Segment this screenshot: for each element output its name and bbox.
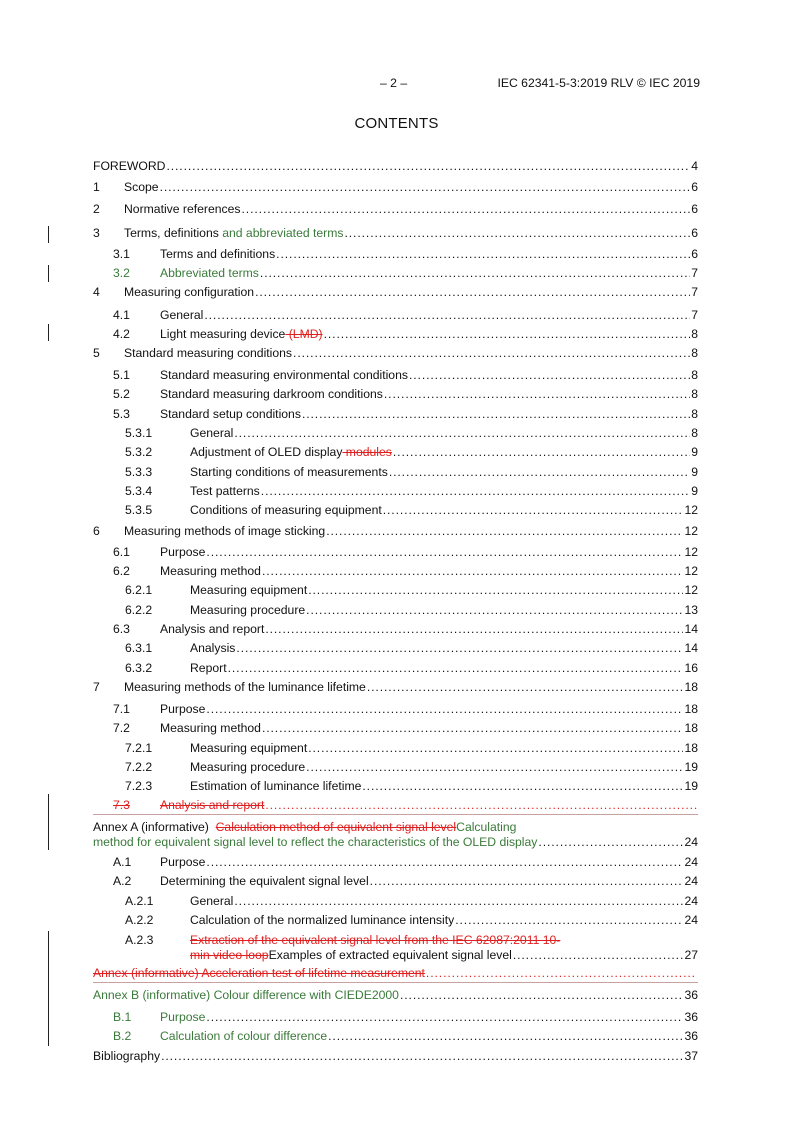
toc-entry-a2-2[interactable] <box>93 913 698 929</box>
a-2-3-deleted-1: Extraction of the equivalent signal level from the IEC 62087:2011 10- <box>190 933 561 947</box>
section-title: Normative references <box>124 202 241 216</box>
a-2-3-num: A.2.3 <box>125 933 154 947</box>
section-title: Terms, definitions <box>124 226 219 240</box>
section-title: Purpose <box>160 545 206 559</box>
bibliography-page: 37 <box>684 1049 698 1063</box>
toc-entry-s5-2[interactable] <box>93 387 698 403</box>
toc-entry-s7-2-2[interactable] <box>93 760 698 776</box>
b-2-num: B.2 <box>113 1029 132 1043</box>
dot-leader <box>455 913 683 927</box>
page-ref: 14 <box>684 641 698 655</box>
annex-b-title: Annex B (informative) Colour difference with CIEDE2000 <box>93 988 399 1002</box>
dot-leader <box>384 387 690 401</box>
dot-leader <box>409 368 690 382</box>
toc-entry-s6-3-2[interactable] <box>93 661 698 677</box>
b-1-text: Purpose <box>160 1010 206 1024</box>
section-number: 5.3.4 <box>125 484 153 498</box>
dot-leader <box>228 661 684 675</box>
a-2-3-page: 27 <box>684 948 698 962</box>
dot-leader <box>206 855 683 869</box>
toc-entry-s5-3-4[interactable] <box>93 484 698 500</box>
section-title: Measuring equipment <box>190 741 308 755</box>
b-1-num: B.1 <box>113 1010 132 1024</box>
section-title: Measuring configuration <box>124 285 255 299</box>
dot-leader <box>302 407 690 421</box>
page-ref: 24 <box>684 913 698 927</box>
toc-entry-s6-2-2[interactable] <box>93 603 698 619</box>
dot-leader <box>344 226 690 240</box>
deleted-text: (LMD) <box>285 327 323 341</box>
section-number: 4.1 <box>113 308 130 322</box>
dot-leader <box>206 1010 683 1024</box>
toc-entry-s5-3-2[interactable] <box>93 445 698 461</box>
dot-leader <box>362 779 683 793</box>
page-ref: 6 <box>691 202 698 216</box>
toc-entry-s5-3[interactable] <box>93 407 698 423</box>
section-title: Purpose <box>160 855 206 869</box>
page-ref: 8 <box>691 387 698 401</box>
dot-leader <box>206 545 683 559</box>
section-number: 5.3.5 <box>125 503 153 517</box>
dot-leader <box>166 159 690 173</box>
toc-entry-s7-2-1[interactable] <box>93 741 698 757</box>
section-title: General <box>160 308 204 322</box>
dot-leader <box>393 445 690 459</box>
toc-entry-s3-1[interactable] <box>93 247 698 263</box>
toc-entry-s4[interactable] <box>93 285 698 301</box>
page-ref: 8 <box>691 426 698 440</box>
page-ref: 18 <box>684 702 698 716</box>
dot-leader <box>513 948 684 962</box>
section-number: 3.2 <box>113 266 130 280</box>
toc-entry-s7-2-3[interactable] <box>93 779 698 795</box>
dot-leader <box>265 798 697 812</box>
toc-entry-s7[interactable] <box>93 680 698 696</box>
page-ref: 7 <box>691 308 698 322</box>
page-ref: 4 <box>691 159 698 173</box>
section-number: A.2 <box>113 874 132 888</box>
section-number: A.2.1 <box>125 894 154 908</box>
toc-entry-foreword[interactable] <box>93 159 698 175</box>
section-title: Report <box>190 661 227 675</box>
b-1-page: 36 <box>684 1010 698 1024</box>
page-ref: 24 <box>684 874 698 888</box>
toc-entry-b-2[interactable] <box>93 1029 698 1045</box>
change-bar <box>48 931 49 1046</box>
dot-leader <box>265 622 683 636</box>
annex-a-deleted-title: Calculation method of equivalent signal level <box>215 820 457 834</box>
dot-leader <box>242 202 691 216</box>
section-title: Measuring procedure <box>190 760 306 774</box>
section-number: 6.3.1 <box>125 641 153 655</box>
dot-leader <box>261 484 690 498</box>
dot-leader <box>383 503 684 517</box>
page-ref: 13 <box>684 603 698 617</box>
section-title: Light measuring device <box>160 327 286 341</box>
toc-entry-s4-2[interactable] <box>93 327 698 343</box>
toc-entry-a2-1[interactable] <box>93 894 698 910</box>
page-ref: 18 <box>684 741 698 755</box>
section-number: 6.3.2 <box>125 661 153 675</box>
toc-entry-s2[interactable] <box>93 202 698 218</box>
section-number: 4.2 <box>113 327 130 341</box>
section-number: 4 <box>93 285 100 299</box>
section-number: 5.3.3 <box>125 465 153 479</box>
toc-entry-a2[interactable] <box>93 874 698 890</box>
b-2-text: Calculation of colour difference <box>160 1029 328 1043</box>
section-number: 5.3.1 <box>125 426 153 440</box>
section-title: Conditions of measuring equipment <box>190 503 382 517</box>
bibliography-title: Bibliography <box>93 1049 161 1063</box>
toc-entry-s5-3-1[interactable] <box>93 426 698 442</box>
toc-entry-a1[interactable] <box>93 855 698 871</box>
annex-b-page: 36 <box>684 988 698 1002</box>
section-title: Adjustment of OLED display <box>190 445 343 459</box>
section-title: General <box>190 426 234 440</box>
dot-leader <box>324 327 691 341</box>
section-number: 1 <box>93 180 100 194</box>
section-title: Measuring equipment <box>190 583 308 597</box>
toc-entry-s5-3-5[interactable] <box>93 503 698 519</box>
section-number: 7 <box>93 680 100 694</box>
dot-leader <box>293 346 690 360</box>
annex-a-added-title-1: Calculating <box>456 820 517 834</box>
section-title: Abbreviated terms <box>160 266 259 280</box>
change-bar <box>48 794 49 850</box>
section-number: 3.1 <box>113 247 130 261</box>
dot-leader <box>206 702 683 716</box>
page-ref: 12 <box>684 524 698 538</box>
annex-a-page: 24 <box>684 835 698 849</box>
section-number: 7.2.1 <box>125 741 153 755</box>
page-ref: 8 <box>691 407 698 421</box>
dot-leader <box>255 285 690 299</box>
section-number: 3 <box>93 226 100 240</box>
toc-entry-s6-2-1[interactable] <box>93 583 698 599</box>
page-ref: 19 <box>684 779 698 793</box>
page-ref: 6 <box>691 226 698 240</box>
annex-a-added-title-2: method for equivalent signal level to reflect the characteristics of the OLED display <box>93 835 538 849</box>
section-title: Standard measuring darkroom conditions <box>160 387 383 401</box>
dot-leader <box>367 680 684 694</box>
page-ref: 9 <box>691 445 698 459</box>
added-text: and abbreviated terms <box>218 226 344 240</box>
section-number: 6.3 <box>113 622 130 636</box>
section-number: 7.1 <box>113 702 130 716</box>
dot-leader <box>161 1049 683 1063</box>
page-ref: 14 <box>684 622 698 636</box>
dot-leader <box>308 741 683 755</box>
toc-entry-s5-1[interactable] <box>93 368 698 384</box>
dot-leader <box>426 966 697 980</box>
toc-entry-a-2-3[interactable] <box>93 933 698 963</box>
section-title: Measuring method <box>160 721 261 735</box>
section-title: Estimation of luminance lifetime <box>190 779 362 793</box>
page-ref: 6 <box>691 247 698 261</box>
section-title: Starting conditions of measurements <box>190 465 388 479</box>
section-number: 5.2 <box>113 387 130 401</box>
section-number: 6.2 <box>113 564 130 578</box>
toc-entry-s6[interactable] <box>93 524 698 540</box>
page-ref: 9 <box>691 484 698 498</box>
page-ref: 18 <box>684 680 698 694</box>
dot-leader <box>389 465 690 479</box>
section-number: 7.2.3 <box>125 779 153 793</box>
page-ref: 19 <box>684 760 698 774</box>
section-number: 6 <box>93 524 100 538</box>
page-number: – 2 – <box>380 76 408 90</box>
section-title: Standard setup conditions <box>160 407 301 421</box>
section-title: Terms and definitions <box>160 247 276 261</box>
dot-leader <box>234 426 690 440</box>
change-bar <box>48 265 49 282</box>
toc-entry-b-1[interactable] <box>93 1010 698 1026</box>
toc-entry-s7-2[interactable] <box>93 721 698 737</box>
dot-leader <box>306 603 683 617</box>
page-ref: 8 <box>691 327 698 341</box>
toc-entry-s5[interactable] <box>93 346 698 362</box>
section-number: 5.3 <box>113 407 130 421</box>
section-number: 5.3.2 <box>125 445 153 459</box>
toc-entry-s6-2[interactable] <box>93 564 698 580</box>
dot-leader <box>306 760 683 774</box>
page-ref: 12 <box>684 583 698 597</box>
section-title: Determining the equivalent signal level <box>160 874 369 888</box>
dot-leader <box>160 180 691 194</box>
section-title: Standard measuring environmental conditions <box>160 368 408 382</box>
annex-a-prefix: Annex A (informative) <box>93 820 209 834</box>
section-number: 7.2 <box>113 721 130 735</box>
standard-reference: IEC 62341-5-3:2019 RLV © IEC 2019 <box>497 76 700 90</box>
dot-leader <box>262 564 683 578</box>
dot-leader <box>276 247 690 261</box>
section-title: FOREWORD <box>93 159 166 173</box>
page-ref: 7 <box>691 266 698 280</box>
section-number: 5 <box>93 346 100 360</box>
toc-entry-annex-deleted[interactable] <box>93 966 698 983</box>
dot-leader <box>370 874 684 888</box>
page-ref: 8 <box>691 368 698 382</box>
section-number: 2 <box>93 202 100 216</box>
section-title: Purpose <box>160 702 206 716</box>
page-ref: 12 <box>684 545 698 559</box>
dot-leader <box>538 835 683 849</box>
toc-entry-s3-2[interactable] <box>93 266 698 282</box>
section-title: Measuring procedure <box>190 603 306 617</box>
page-ref: 12 <box>684 564 698 578</box>
dot-leader <box>328 1029 683 1043</box>
section-number: A.1 <box>113 855 132 869</box>
page-ref: 12 <box>684 503 698 517</box>
toc-entry-s6-3-1[interactable] <box>93 641 698 657</box>
page-ref: 24 <box>684 855 698 869</box>
toc-entry-annex-b[interactable] <box>93 988 698 1004</box>
toc-entry-s5-3-3[interactable] <box>93 465 698 481</box>
toc-entry-s4-1[interactable] <box>93 308 698 324</box>
page-ref: 18 <box>684 721 698 735</box>
dot-leader <box>236 641 683 655</box>
toc-entry-bibliography[interactable] <box>93 1049 698 1065</box>
dot-leader <box>326 524 683 538</box>
section-title: Measuring methods of the luminance lifetime <box>124 680 366 694</box>
section-title: Measuring method <box>160 564 261 578</box>
section-number: A.2.2 <box>125 913 154 927</box>
section-number: 5.1 <box>113 368 130 382</box>
b-2-page: 36 <box>684 1029 698 1043</box>
section-number: 6.2.2 <box>125 603 153 617</box>
toc-entry-s3[interactable] <box>93 226 698 242</box>
page-ref: 8 <box>691 346 698 360</box>
dot-leader <box>308 583 683 597</box>
section-title: Calculation of the normalized luminance intensity <box>190 913 455 927</box>
change-bar <box>48 324 49 341</box>
section-title: Test patterns <box>190 484 260 498</box>
section-number: 7.3 <box>113 798 130 812</box>
section-number: 6.1 <box>113 545 130 559</box>
dot-leader <box>260 266 690 280</box>
page-ref: 24 <box>684 894 698 908</box>
annex-deleted-title: Annex (informative) Acceleration test of lifetime measurement <box>93 966 425 980</box>
change-bar <box>48 226 49 243</box>
toc-entry-annex-a[interactable] <box>93 820 698 850</box>
page-ref: 9 <box>691 465 698 479</box>
contents-title: CONTENTS <box>354 115 439 132</box>
toc-entry-s6-3[interactable] <box>93 622 698 638</box>
dot-leader <box>234 894 683 908</box>
deleted-text: modules <box>342 445 392 459</box>
toc-entry-s1[interactable] <box>93 180 698 196</box>
section-title: General <box>190 894 234 908</box>
section-title: Analysis and report <box>160 622 265 636</box>
page-ref: 16 <box>684 661 698 675</box>
dot-leader <box>204 308 690 322</box>
a-2-3-added: Examples of extracted equivalent signal level <box>268 948 512 962</box>
toc-entry-s6-1[interactable] <box>93 545 698 561</box>
section-title: Analysis and report <box>160 798 265 812</box>
section-number: 6.2.1 <box>125 583 153 597</box>
toc-entry-s7-3[interactable] <box>93 798 698 815</box>
section-title: Analysis <box>190 641 236 655</box>
section-title: Standard measuring conditions <box>124 346 293 360</box>
toc-entry-s7-1[interactable] <box>93 702 698 718</box>
dot-leader <box>400 988 683 1002</box>
page-ref: 7 <box>691 285 698 299</box>
section-number: 7.2.2 <box>125 760 153 774</box>
section-title: Measuring methods of image sticking <box>124 524 326 538</box>
page-ref: 6 <box>691 180 698 194</box>
a-2-3-deleted-2: min video loop <box>190 948 269 962</box>
dot-leader <box>262 721 683 735</box>
section-title: Scope <box>124 180 159 194</box>
